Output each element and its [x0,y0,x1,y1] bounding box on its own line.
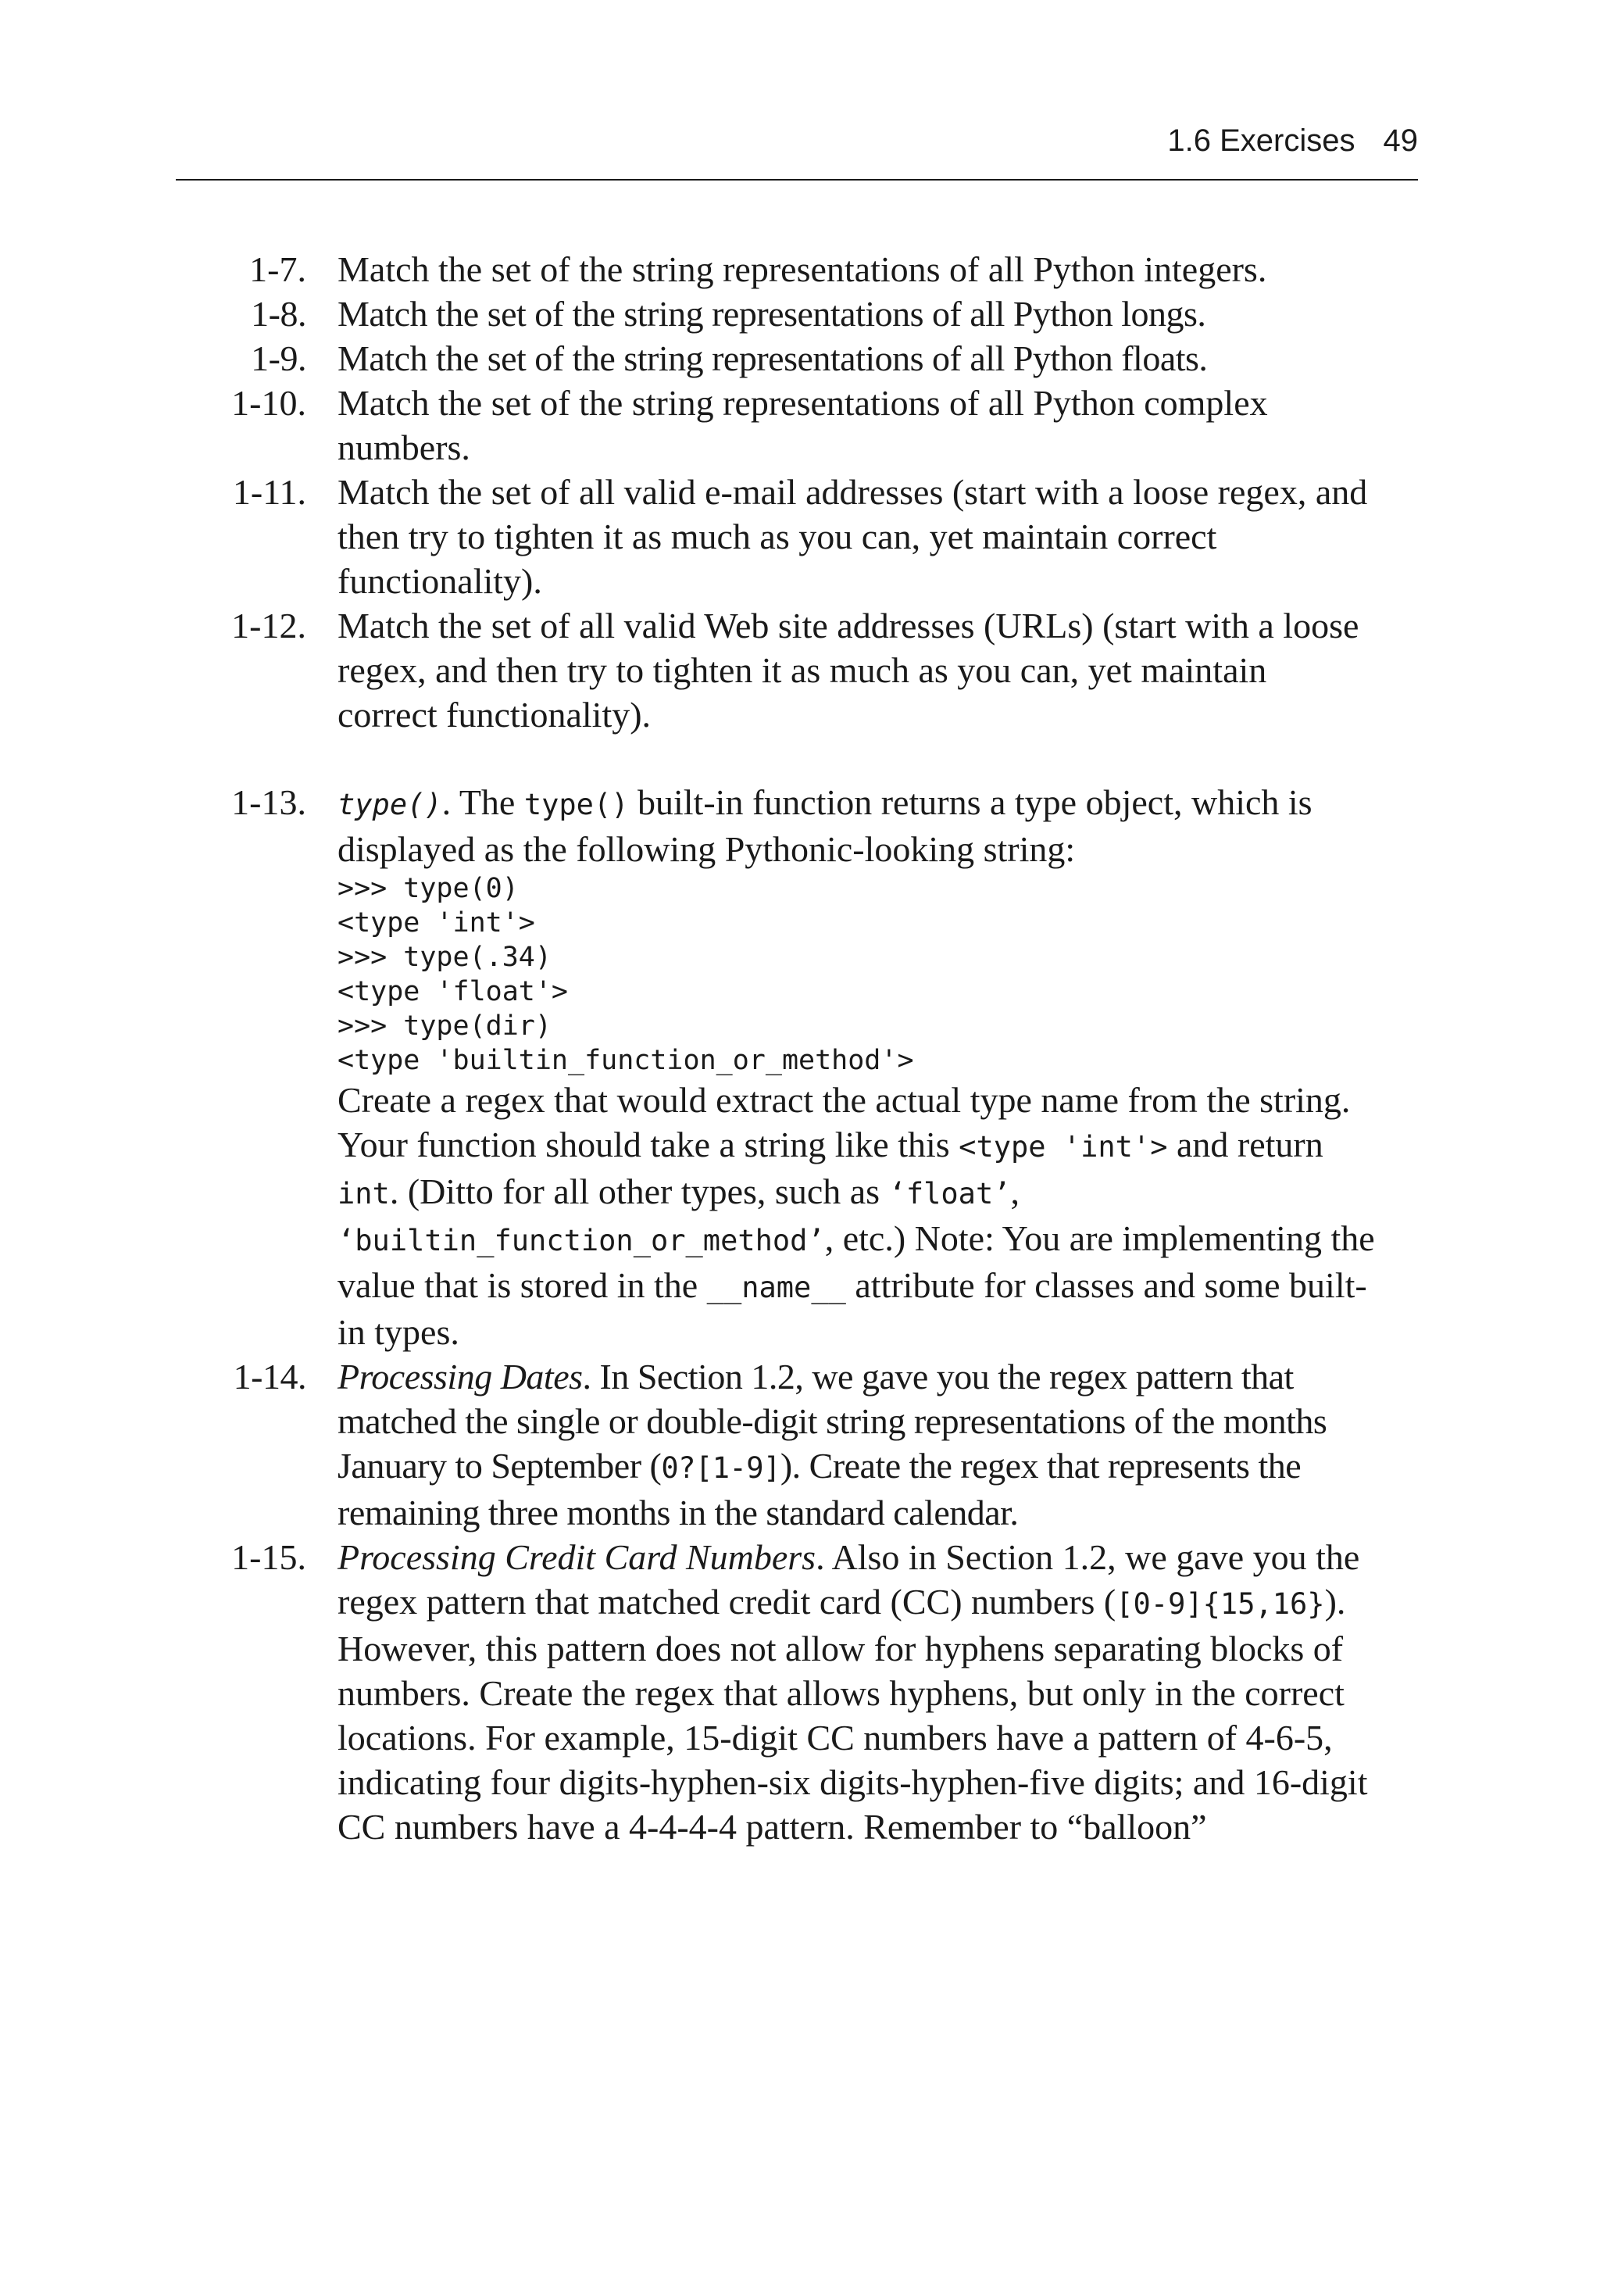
para-text: and return [1167,1125,1323,1164]
exercise-1-8 [219,291,1375,336]
exercise-body [338,1535,1375,1849]
exercise-text: . Also in Section 1.2, we gave you the regex pattern that matched credit card (CC) numbers ( [338,1537,1360,1622]
inline-code: 0?[1-9] [661,1451,780,1485]
code-line: >>> type(0) [338,873,519,904]
exercise-1-14 [219,1354,1375,1535]
exercise-body [338,780,1375,1354]
intro-text: built-in function returns a type object, which is displayed as the following Pythonic-looking string: [338,782,1312,869]
exercise-text: Match the set of the string representations of all Python longs. [338,294,1206,334]
code-line: >>> type(.34) [338,942,552,973]
exercise-body [338,1354,1375,1535]
code-line: >>> type(dir) [338,1010,552,1042]
code-line: <type 'builtin_function_or_method'> [338,1045,914,1076]
exercise-number: 1-15. [231,1537,306,1577]
exercise-number: 1-11. [232,472,306,512]
exercise-text: Match the set of the string representations of all Python floats. [338,338,1208,378]
exercise-1-15 [219,1535,1375,1849]
para-text: , etc.) Note: You are implementing the value that is stored in the [338,1218,1375,1305]
exercise-1-7 [219,247,1375,291]
exercise-number: 1-14. [233,1357,306,1397]
exercise-number: 1-10. [231,383,306,423]
exercise-text: ). However, this pattern does not allow for hyphens separating blocks of numbers. Create the regex that allows hyphens, but only in the correct locations. For example, 15-digit CC numbers have a pattern of 4-6-5, indicating four digits-hyphen-six digits-hyphen-five digits; and 16-digit CC numbers have a 4-4-4-4 pattern. Remember to “balloon” [338,1582,1368,1847]
inline-code: ‘float’ [888,1177,1011,1211]
exercise-title: Processing Dates [338,1357,583,1397]
exercise-1-12 [219,603,1375,737]
exercise-text: ). Create the regex that represents the remaining three months in the standard calendar. [338,1446,1302,1532]
inline-code: __name__ [706,1271,846,1304]
exercise-list [219,247,1375,1849]
inline-code: <type 'int'> [959,1130,1168,1164]
exercise-number: 1-9. [251,338,306,378]
header-rule [176,179,1418,181]
inline-code: [0-9]{15,16} [1116,1587,1325,1621]
intro-text: . The [441,782,524,822]
exercise-text: Match the set of all valid Web site addresses (URLs) (start with a loose regex, and then try to tighten it as much as you can, yet maintain correct functionality). [338,606,1359,735]
exercise-title-code: type() [338,788,442,821]
exercise-text: Match the set of the string representations of all Python integers. [338,249,1267,289]
page-number: 49 [1383,123,1418,158]
exercise-1-11 [219,470,1375,603]
para-text: . (Ditto for all other types, such as [389,1171,889,1211]
exercise-1-13 [219,780,1375,1354]
exercise-1-10 [219,381,1375,470]
section-title: 1.6 Exercises [1167,123,1355,158]
running-head [176,123,1418,167]
exercise-number: 1-12. [231,606,306,646]
exercise-title: Processing Credit Card Numbers [338,1537,816,1577]
exercise-text: Match the set of the string representations of all Python complex numbers. [338,383,1268,467]
exercise-number: 1-8. [251,294,306,334]
inline-code: ‘builtin_function_or_method’ [338,1224,825,1257]
exercise-number: 1-13. [231,782,306,822]
exercise-text: . In Section 1.2, we gave you the regex pattern that matched the single or double-digit string representations of the months January to September ( [338,1357,1327,1486]
inline-code: int [338,1177,390,1211]
exercise-number: 1-7. [249,249,306,289]
code-line: <type 'float'> [338,976,569,1007]
exercise-paragraph [338,1078,1375,1354]
code-block [338,871,1375,1078]
para-text: Create a regex that would extract the actual type name from the string. Your function should take a string like this [338,1080,1351,1164]
exercise-1-9 [219,336,1375,381]
exercise-intro [338,780,1375,871]
para-text: attribute for classes and some built-in types. [338,1265,1367,1352]
inline-code: type() [523,788,629,821]
exercise-text: Match the set of all valid e-mail addresses (start with a loose regex, and then try to tighten it as much as you can, yet maintain correct functionality). [338,472,1368,601]
code-line: <type 'int'> [338,907,535,939]
para-text: , [1010,1171,1020,1211]
